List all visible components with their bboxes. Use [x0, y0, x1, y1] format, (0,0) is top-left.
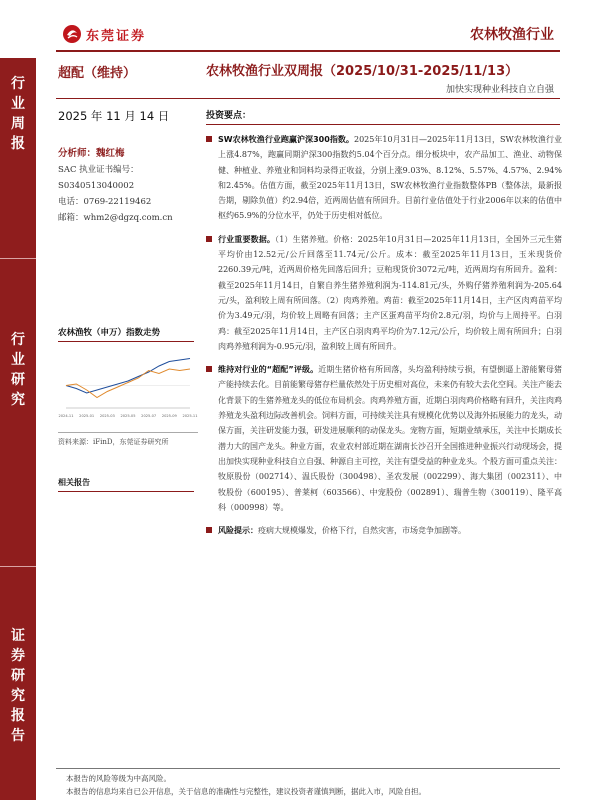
analyst-info: [58, 146, 194, 226]
side-label-char: 行: [11, 332, 25, 348]
point-item: [206, 362, 562, 515]
logo-emblem-icon: [62, 24, 82, 44]
side-label-char: 研: [11, 668, 25, 684]
header-divider: [56, 50, 560, 52]
chart-svg: [58, 344, 198, 420]
side-divider: [0, 258, 36, 259]
cert-number: S0340513040002: [58, 181, 135, 191]
side-label-char: 证: [11, 628, 25, 644]
side-label-industry-research: [0, 330, 36, 410]
footer-disclaimer-text: 本报告的信息均来自已公开信息，关于信息的准确性与完整性，建议投资者谨慎判断，据此入市，风险自担。: [66, 787, 426, 796]
report-date: 2025 年 11 月 14 日: [58, 109, 170, 123]
industry-name: 农林牧渔行业: [470, 27, 554, 43]
logo-text: 东莞证券: [86, 28, 147, 44]
side-label-char: 周: [11, 116, 25, 132]
chart-x-tick-label: 2024-11: [58, 414, 74, 418]
analyst-email[interactable]: 邮箱：whm2@dgzq.com.cn: [58, 213, 173, 223]
side-label-char: 研: [11, 372, 25, 388]
cert-label: SAC 执业证书编号：: [58, 165, 139, 175]
side-label-char: 究: [11, 392, 25, 408]
point-lead: SW农林牧渔行业跑赢沪深300指数。: [218, 135, 354, 144]
analyst-name: 分析师：魏红梅: [58, 148, 125, 159]
chart-x-tick-label: 2025-11: [182, 414, 198, 418]
index-trend-chart: [58, 344, 198, 420]
footer-disclaimer: [66, 772, 566, 798]
chart-series-line-0: [66, 359, 190, 394]
chart-title: 农林渔牧（申万）指数走势: [58, 326, 194, 342]
chart-series-line-1: [66, 369, 190, 398]
side-label-char: 业: [11, 96, 25, 112]
footer-risk-level: 本报告的风险等级为中高风险。: [66, 774, 171, 783]
report-title: 农林牧渔行业双周报（2025/10/31-2025/11/13）: [206, 64, 519, 79]
title-divider: [56, 98, 560, 99]
investment-points-heading: 投资要点：: [206, 111, 252, 121]
investment-points-list: [206, 132, 562, 546]
chart-x-tick-label: 2025-05: [120, 414, 136, 418]
side-label-securities-research-report: [0, 626, 36, 746]
point-lead: 行业重要数据。: [218, 234, 276, 244]
chart-x-tick-label: 2025-03: [99, 414, 115, 418]
point-body: 2025年10月31日—2025年11月13日，SW农林牧渔行业上涨4.87%，跑赢同期沪深300指数约5.04个百分点。细分板块中，农产品加工、渔业、动物保健、种植业、养殖业和饲料均录得正收益，分别上涨9.03%、8.12%、5.57%、4.57%、2.94%和2.45%。估值方面，截至2025年11月13日，SW农林牧渔行业指数整体PB（整体法，最新报告期，剔除负值）约2.94倍，近两周估值有所回升。目前行业估值处于行业2006年以来的估值中枢约65.9%的分位水平，仍处于历史相对低位。: [218, 135, 562, 221]
side-divider: [0, 566, 36, 567]
point-item: [206, 523, 562, 538]
footer-divider: [56, 768, 560, 769]
side-label-char: 券: [11, 648, 25, 664]
side-label-char: 报: [11, 708, 25, 724]
point-lead: 维持对行业的“超配”评级。: [218, 365, 319, 375]
chart-x-tick-label: 2025-01: [79, 414, 95, 418]
point-lead: 风险提示：: [218, 526, 258, 536]
chart-x-tick-label: 2025-09: [161, 414, 177, 418]
side-label-char: 究: [11, 688, 25, 704]
side-label-weekly-report: [0, 74, 36, 154]
analyst-phone: 电话：0769-22119462: [58, 197, 152, 207]
point-body: 疫病大规模爆发，价格下行，自然灾害，市场竞争加剧等。: [258, 526, 466, 536]
rating: 超配（维持）: [58, 66, 137, 81]
side-label-char: 告: [11, 728, 25, 744]
side-label-char: 业: [11, 352, 25, 368]
point-item: [206, 232, 562, 354]
side-label-char: 行: [11, 76, 25, 92]
points-divider: [206, 124, 560, 125]
side-label-char: 报: [11, 136, 25, 152]
point-item: [206, 132, 562, 224]
related-reports-heading: 相关报告: [58, 477, 194, 492]
point-body: （1）生猪养殖。价格：2025年10月31日—2025年11月13日，全国外三元生猪平均价由12.52元/公斤回落至11.74元/公斤。成本：截至2025年11月13日，玉米现货价2260.39元/吨，近两周价格先回落后回升；豆粕现货价3072元/吨，近两周均有所回升。盈利：截至2025年11月14日，自繁自养生猪养殖利润为-114.81元/头，外购仔猪养殖利润为-205.64元/头，盈利较上周有所回落。（2）肉鸡养殖。鸡苗：截至2025年11月14日，主产区肉鸡苗平均价为3.49元/羽，均价较上周略有回落；主产区蛋鸡苗平均价2.8元/羽，均价与上周持平。白羽鸡：截至2025年11月14日，主产区白羽肉鸡平均价为7.12元/公斤，均价较上周有所回升；白羽肉鸡养殖利润为-0.95元/羽，盈利较上周有所回升。: [218, 234, 563, 351]
chart-x-tick-label: 2025-07: [141, 414, 157, 418]
chart-source: 资料来源：iFinD，东莞证券研究所: [58, 432, 198, 449]
point-body: 近期生猪价格有所回落，头均盈利持续亏损，有望倒逼上游能繁母猪产能持续去化。目前能繁母猪存栏量依然处于历史相对高位，未来仍有较大去化空间。关注产能去化背景下的生猪养殖龙头的低位布局机会。肉鸡养殖方面，近期白羽肉鸡价格略有回升，关注肉鸡养殖龙头盈利边际改善机会。饲料方面，可持续关注具有规模化优势以及海外拓展能力的龙头，动保方面，关注研发能力强，研发进展顺利的动保龙头。宠物方面，短期业绩承压，关注中长期成长潜力大的国产龙头。种业方面，农业农村部近期在湖南长沙召开全国推进种业振兴行动现场会，提出加快实现种业科技自立自强、种源自主可控，关注有望受益的种业龙头。个股方面可重点关注：牧原股份（002714）、温氏股份（300498）、圣农发展（002299）、海大集团（002311）、中牧股份（600195）、普莱柯（603566）、中宠股份（002891）、瑞普生物（300119）、隆平高科（000998）等。: [218, 365, 563, 512]
report-subtitle: 加快实现种业科技自立自强: [445, 85, 554, 95]
company-logo: [62, 24, 146, 44]
